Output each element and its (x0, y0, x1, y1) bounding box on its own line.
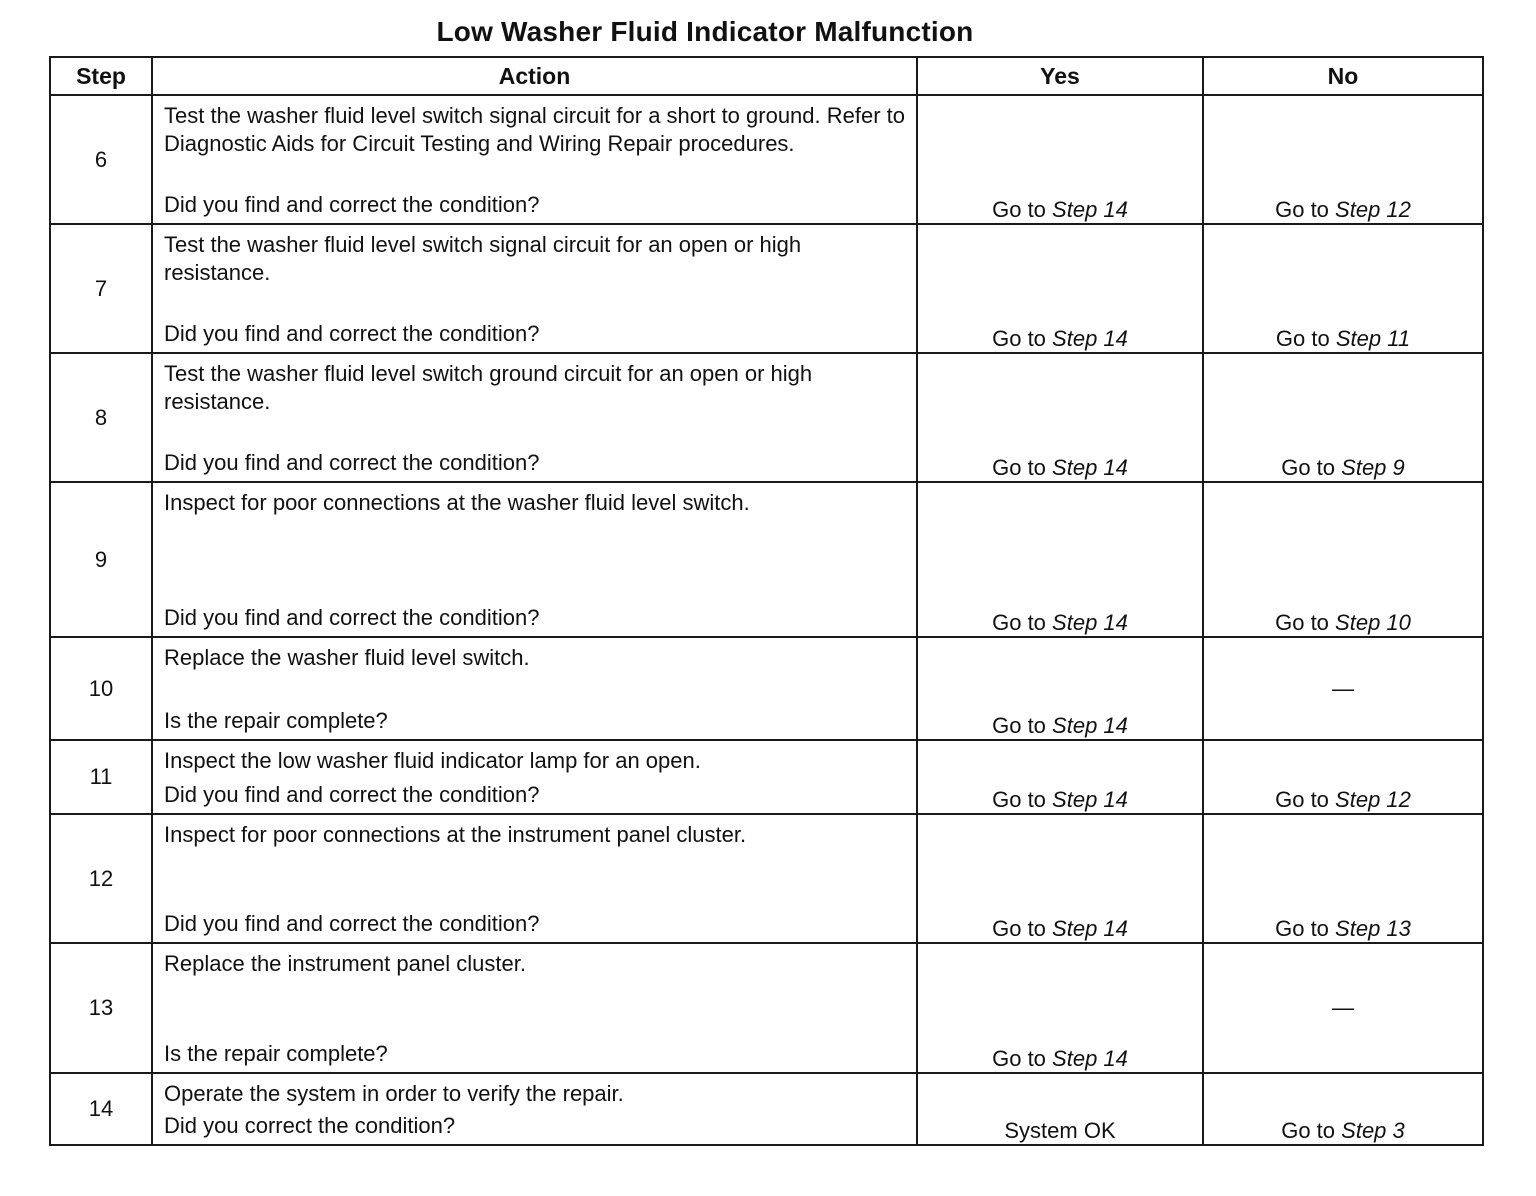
action-question: Did you find and correct the condition? (164, 321, 540, 346)
action-cell (152, 482, 917, 637)
no-prefix: Go to (1275, 916, 1329, 941)
no-prefix: Go to (1275, 197, 1329, 222)
table-row (50, 95, 1483, 224)
header-row (50, 57, 1483, 95)
table-row (50, 482, 1483, 637)
table-row (50, 224, 1483, 353)
action-question: Is the repair complete? (164, 1041, 388, 1066)
yes-result (917, 814, 1203, 943)
yes-step-ref: Step 14 (1052, 713, 1128, 738)
step-number: 7 (50, 224, 152, 353)
no-step-ref: Step 13 (1335, 916, 1411, 941)
action-text: Test the washer fluid level switch signal circuit for an open or high resistance. (164, 232, 802, 285)
yes-result (917, 353, 1203, 482)
no-result (1203, 814, 1483, 943)
action-cell (152, 224, 917, 353)
no-step-ref: Step 10 (1335, 610, 1411, 635)
step-number: 14 (50, 1073, 152, 1145)
yes-result (917, 482, 1203, 637)
action-question: Did you find and correct the condition? (164, 192, 540, 217)
no-dash: — (1332, 675, 1354, 701)
table-row (50, 637, 1483, 740)
yes-prefix: Go to (992, 197, 1046, 222)
no-result (1203, 1073, 1483, 1145)
step-number: 10 (50, 637, 152, 740)
action-text: Test the washer fluid level switch ground circuit for an open or high resistance. (164, 361, 813, 414)
yes-step-ref: Step 14 (1052, 610, 1128, 635)
action-cell (152, 943, 917, 1073)
action-text: Inspect for poor connections at the instrument panel cluster. (164, 822, 747, 847)
header-yes: Yes (917, 57, 1203, 95)
no-prefix: Go to (1275, 787, 1329, 812)
no-dash: — (1332, 995, 1354, 1020)
step-number: 8 (50, 353, 152, 482)
no-prefix: Go to (1281, 1118, 1336, 1143)
no-step-ref: Step 11 (1335, 326, 1411, 351)
table-row (50, 740, 1483, 814)
diagnostic-table (49, 56, 1484, 1146)
no-result (1203, 224, 1483, 353)
step-number: 9 (50, 482, 152, 637)
table-row (50, 1073, 1483, 1145)
no-step-ref: Step 3 (1341, 1118, 1405, 1143)
action-cell (152, 353, 917, 482)
table-row (50, 353, 1483, 482)
yes-step-ref: Step 14 (1052, 197, 1128, 222)
step-number: 11 (50, 740, 152, 814)
action-cell (152, 95, 917, 224)
yes-prefix: Go to (992, 916, 1046, 941)
no-result (1203, 637, 1483, 740)
yes-prefix: Go to (992, 326, 1046, 351)
action-cell (152, 740, 917, 814)
yes-prefix: Go to (992, 610, 1046, 635)
action-text: Test the washer fluid level switch signal circuit for a short to ground. Refer to Diagnostic Aids for Circuit Testing and Wiring Repair procedures. (164, 103, 906, 156)
yes-result (917, 1073, 1203, 1145)
yes-result (917, 224, 1203, 353)
header-action: Action (152, 57, 917, 95)
yes-prefix: Go to (992, 787, 1046, 812)
action-question: Did you find and correct the condition? (164, 782, 540, 807)
header-step: Step (50, 57, 152, 95)
no-prefix: Go to (1281, 455, 1336, 480)
action-text: Inspect for poor connections at the washer fluid level switch. (164, 490, 750, 515)
no-step-ref: Step 12 (1335, 197, 1411, 222)
step-number: 13 (50, 943, 152, 1073)
table-row (50, 943, 1483, 1073)
action-question: Did you correct the condition? (164, 1113, 456, 1138)
action-text: Inspect the low washer fluid indicator lamp for an open. (164, 748, 701, 773)
action-text: Replace the instrument panel cluster. (164, 951, 526, 976)
step-number: 6 (50, 95, 152, 224)
action-question: Did you find and correct the condition? (164, 911, 540, 936)
yes-prefix: Go to (992, 455, 1046, 480)
action-cell (152, 1073, 917, 1145)
table-row (50, 814, 1483, 943)
no-result (1203, 482, 1483, 637)
yes-step-ref: Step 14 (1052, 916, 1128, 941)
action-question: Did you find and correct the condition? (164, 450, 540, 475)
action-text: Replace the washer fluid level switch. (164, 645, 530, 670)
no-prefix: Go to (1275, 326, 1330, 351)
yes-step-ref: Step 14 (1052, 787, 1128, 812)
yes-step-ref: Step 14 (1052, 455, 1128, 480)
yes-step-ref: Step 14 (1052, 326, 1128, 351)
no-prefix: Go to (1275, 610, 1329, 635)
yes-prefix: Go to (992, 1046, 1046, 1071)
action-question: Did you find and correct the condition? (164, 605, 540, 630)
no-step-ref: Step 12 (1335, 787, 1411, 812)
action-cell (152, 637, 917, 740)
yes-result (917, 943, 1203, 1073)
no-result (1203, 95, 1483, 224)
step-number: 12 (50, 814, 152, 943)
no-result (1203, 353, 1483, 482)
document-title: Low Washer Fluid Indicator Malfunction (436, 16, 974, 47)
action-text: Operate the system in order to verify the repair. (164, 1081, 624, 1106)
no-step-ref: Step 9 (1341, 455, 1405, 480)
yes-result (917, 95, 1203, 224)
yes-result (917, 637, 1203, 740)
no-result (1203, 740, 1483, 814)
yes-step-ref: Step 14 (1052, 1046, 1128, 1071)
yes-result (917, 740, 1203, 814)
yes-prefix: System OK (1004, 1118, 1116, 1143)
action-cell (152, 814, 917, 943)
no-result (1203, 943, 1483, 1073)
yes-prefix: Go to (992, 713, 1046, 738)
header-no: No (1203, 57, 1483, 95)
action-question: Is the repair complete? (164, 708, 388, 733)
